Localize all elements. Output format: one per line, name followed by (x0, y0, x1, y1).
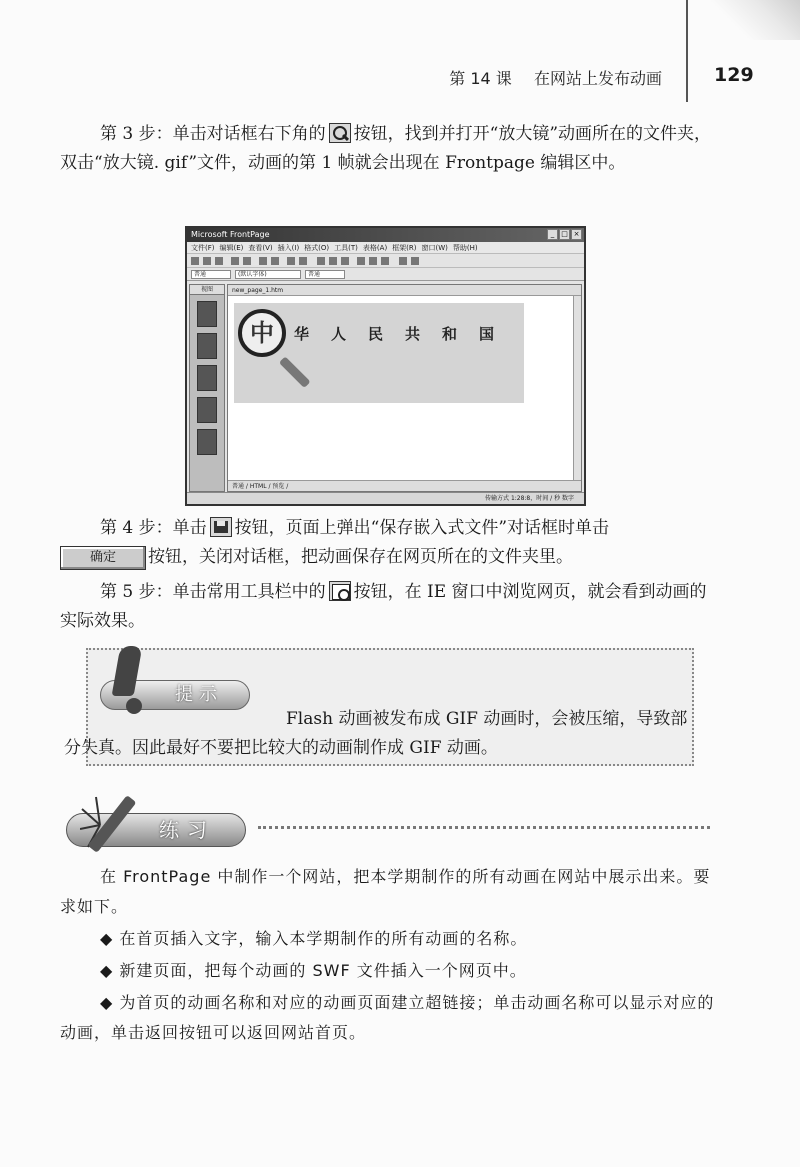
exercise-item (60, 988, 720, 1048)
menu-frames: 框架(R) (392, 244, 417, 252)
step3-text-b: 按钮，找到并打开“放大镜”动画所在的文件夹，双击“放大镜. gif”文件，动画的第 1 帧就会出现在 Frontpage 编辑区中。 (60, 124, 712, 173)
exercise-item-text: ◆ 为首页的动画名称和对应的动画页面建立超链接；单击动画名称可以显示对应的动画，单击返回按钮可以返回网站首页。 (60, 993, 715, 1042)
folders-view-icon (197, 333, 217, 359)
animation-text: 华人民共和国 (294, 325, 517, 343)
exercise-item-text: ◆ 在首页插入文字，输入本学期制作的所有动画的名称。 (100, 929, 528, 948)
toolbar-icon (191, 257, 199, 265)
status-bar: 传输方式 1:28:8，时间 / 秒 数字 (187, 492, 584, 504)
window-titlebar (187, 228, 584, 242)
menu-window: 窗口(W) (421, 244, 448, 252)
style-box: 普通 (191, 270, 231, 279)
lesson-number: 第 14 课 (449, 69, 512, 88)
page-number: 129 (714, 64, 754, 86)
toolbar-icon (357, 257, 365, 265)
step5-text-b: 按钮，在 IE 窗口中浏览网页，就会看到动画的实际效果。 (60, 582, 707, 631)
menu-tools: 工具(T) (334, 244, 358, 252)
toolbar-icon (317, 257, 325, 265)
frontpage-screenshot (185, 226, 586, 506)
editor-scrollbar (573, 296, 581, 481)
step4-text-c: 按钮，关闭对话框，把动画保存在网页所在的文件夹里。 (148, 547, 573, 567)
standard-toolbar (187, 254, 584, 268)
toolbar-icon (299, 257, 307, 265)
exercise-label: 练习 (66, 813, 246, 847)
menu-help: 帮助(H) (452, 244, 478, 252)
menu-view: 查看(V) (248, 244, 273, 252)
toolbar-icon (411, 257, 419, 265)
step4-paragraph (60, 514, 720, 572)
views-panel (189, 284, 225, 492)
maximize-icon: □ (559, 229, 570, 240)
exercise-intro-text: 在 FrontPage 中制作一个网站，把本学期制作的所有动画在网站中展示出来。要求如下。 (60, 867, 711, 916)
toolbar-icon (215, 257, 223, 265)
toolbar-icon (231, 257, 239, 265)
toolbar-icon (369, 257, 377, 265)
editor-view-tabs: 普通 / HTML / 预览 / (228, 480, 581, 491)
views-title: 视图 (190, 285, 224, 295)
toolbar-icon (341, 257, 349, 265)
step5-paragraph (60, 578, 720, 636)
find-file-icon (329, 123, 351, 143)
hyperlinks-view-icon (197, 429, 217, 455)
exercise-intro (60, 862, 720, 922)
exercise-divider (258, 826, 710, 829)
menu-insert: 插入(I) (277, 244, 300, 252)
toolbar-icon (243, 257, 251, 265)
step3-paragraph (60, 120, 720, 178)
ok-button: 确定 (60, 546, 146, 570)
magnifier-handle (279, 356, 311, 388)
exercise-item (60, 924, 720, 954)
tip-text (64, 705, 704, 763)
tip-label: 提示 (100, 680, 250, 710)
toolbar-icon (271, 257, 279, 265)
editor-tab: new_page_1.htm (228, 285, 581, 296)
step5-text-a: 第 5 步：单击常用工具栏中的 (100, 582, 326, 602)
page-corner-shade (710, 0, 800, 40)
toolbar-icon (287, 257, 295, 265)
format-toolbar (187, 268, 584, 281)
exercise-item-text: ◆ 新建页面，把每个动画的 SWF 文件插入一个网页中。 (100, 961, 527, 980)
reports-view-icon (197, 365, 217, 391)
menu-format: 格式(O) (304, 244, 330, 252)
menu-bar (187, 242, 584, 254)
exercise-item (60, 956, 720, 986)
menu-file: 文件(F) (191, 244, 215, 252)
magnifier-lens: 中 (238, 309, 286, 357)
size-box: 普通 (305, 270, 345, 279)
step3-text-a: 第 3 步：单击对话框右下角的 (100, 124, 326, 144)
toolbar-icon (329, 257, 337, 265)
tip-body: Flash 动画被发布成 GIF 动画时，会被压缩，导致部分失真。因此最好不要把比较大的动画制作成 GIF 动画。 (64, 709, 688, 758)
step4-text-a: 第 4 步：单击 (100, 518, 207, 538)
header-divider (686, 0, 688, 102)
menu-table: 表格(A) (362, 244, 388, 252)
close-icon: × (571, 229, 582, 240)
editor-area (227, 284, 582, 492)
toolbar-icon (203, 257, 211, 265)
preview-in-browser-icon (329, 581, 351, 601)
minimize-icon: _ (547, 229, 558, 240)
window-title: Microsoft FrontPage (191, 230, 270, 239)
running-header (449, 66, 662, 89)
page-view-icon (197, 301, 217, 327)
menu-edit: 编辑(E) (219, 244, 244, 252)
font-box: (默认字体) (235, 270, 301, 279)
step4-text-b: 按钮，页面上弹出“保存嵌入式文件”对话框时单击 (234, 518, 610, 538)
toolbar-icon (259, 257, 267, 265)
navigation-view-icon (197, 397, 217, 423)
toolbar-icon (399, 257, 407, 265)
magnifier-animation (234, 303, 524, 403)
toolbar-icon (381, 257, 389, 265)
lesson-title: 在网站上发布动画 (533, 69, 662, 88)
save-icon (210, 517, 232, 537)
